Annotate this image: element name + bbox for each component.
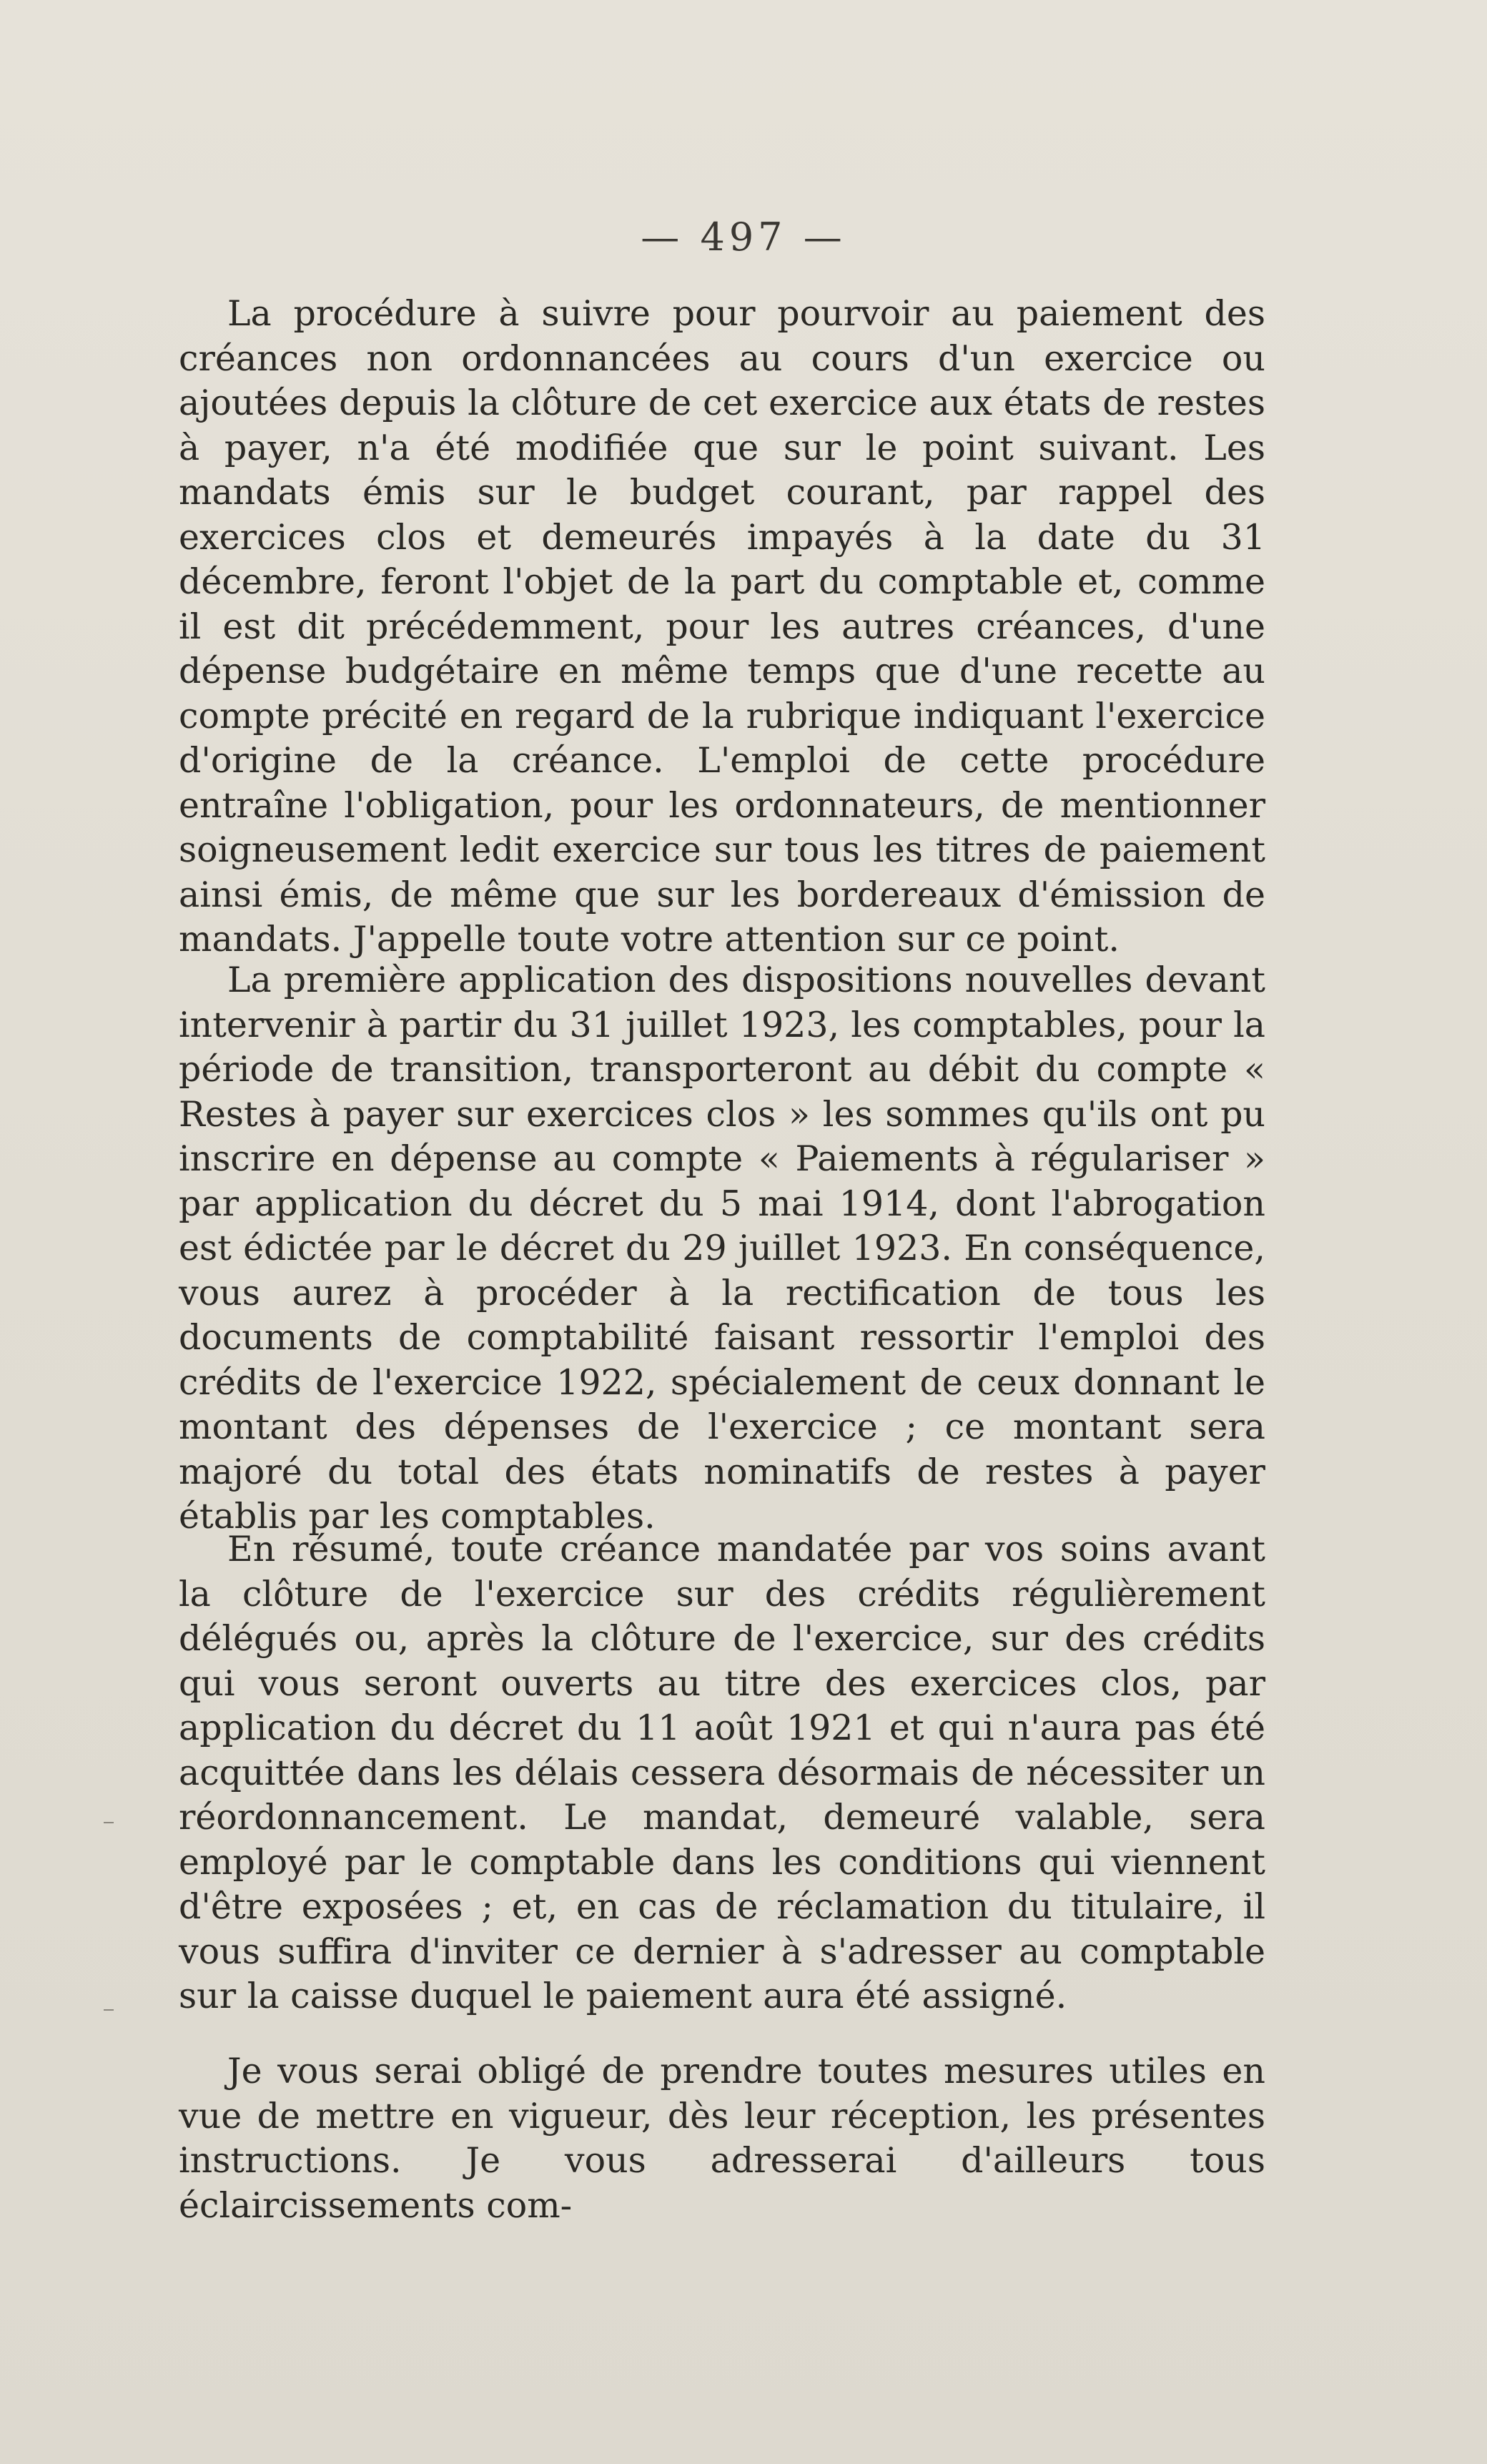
paragraph-4 bbox=[179, 2049, 1265, 2228]
paragraph-text: La première application des dispositions nouvelles devant intervenir à partir du 31 juillet 1923, les comptables, pour la période de transition, transporteront au débit du compte « Restes à payer sur exercices clos » les sommes qu'ils ont pu inscrire en dépense au compte « Paiements à régulariser » par application du décret du 5 mai 1914, dont l'abrogation est édictée par le décret du 29 juillet 1923. En conséquence, vous aurez à procéder à la rectification de tous les documents de comptabilité faisant ressortir l'emploi des crédits de l'exercice 1922, spécialement de ceux donnant le montant des dépenses de l'exercice ; ce montant sera majoré du total des états nominatifs de restes à payer établis par les comptables. bbox=[179, 960, 1265, 1537]
paragraph-text: Je vous serai obligé de prendre toutes mesures utiles en vue de mettre en vigueur, dès leur réception, les présentes instructions. Je vous adresserai d'ailleurs tous éclaircissements com- bbox=[179, 2051, 1265, 2226]
margin-mark bbox=[104, 1822, 114, 1823]
paragraph-1 bbox=[179, 292, 1265, 962]
page-number: — 497 — bbox=[641, 215, 846, 260]
paragraph-3 bbox=[179, 1527, 1265, 2019]
paragraph-text: La procédure à suivre pour pourvoir au paiement des créances non ordonnancées au cours d'un exercice ou ajoutées depuis la clôture de cet exercice aux états de restes à payer, n'a été modifiée que sur le point suivant. Les mandats émis sur le budget courant, par rappel des exercices clos et demeurés impayés à la date du 31 décembre, feront l'objet de la part du comptable et, comme il est dit précédemment, pour les autres créances, d'une dépense budgétaire en même temps que d'une recette au compte précité en regard de la rubrique indiquant l'exercice d'origine de la créance. L'emploi de cette procédure entraîne l'obligation, pour les ordonnateurs, de mentionner soigneusement ledit exercice sur tous les titres de paiement ainsi émis, de même que sur les bordereaux d'émission de mandats. J'appelle toute votre attention sur ce point. bbox=[179, 293, 1265, 960]
paragraph-text: En résumé, toute créance mandatée par vos soins avant la clôture de l'exercice sur des crédits régulièrement délégués ou, après la clôture de l'exercice, sur des crédits qui vous seront ouverts au titre des exercices clos, par application du décret du 11 août 1921 et qui n'aura pas été acquittée dans les délais cessera désormais de nécessiter un réordonnancement. Le mandat, demeuré valable, sera employé par le comptable dans les conditions qui viennent d'être exposées ; et, en cas de réclamation du titulaire, il vous suffira d'inviter ce dernier à s'adresser au comptable sur la caisse duquel le paiement aura été assigné. bbox=[179, 1529, 1265, 2016]
margin-mark bbox=[104, 2009, 114, 2011]
paragraph-2 bbox=[179, 958, 1265, 1539]
